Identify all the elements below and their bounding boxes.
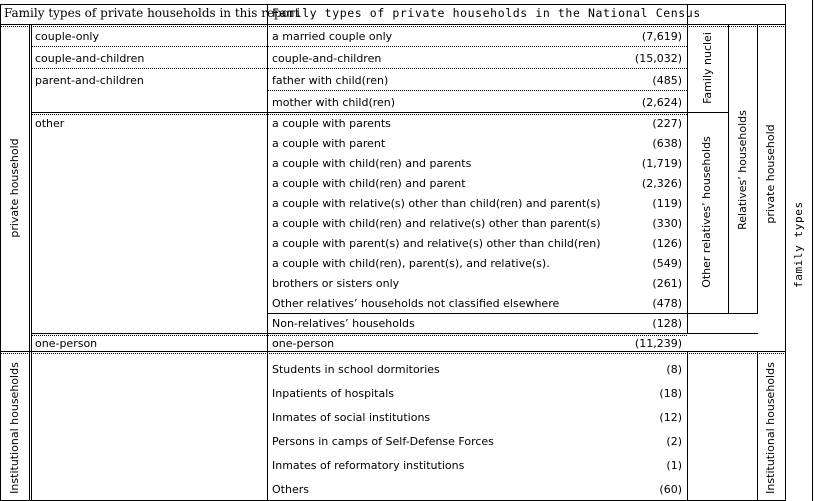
label-other-relatives: Other relatives’ households	[700, 136, 713, 288]
label-relatives: Relatives’ households	[736, 110, 749, 230]
census-label: Other relatives’ households not classified elsewhere	[272, 297, 560, 310]
rule-row-nonrel	[267, 313, 758, 314]
label-private-household-left: private household	[8, 138, 21, 238]
institutional-label: Others	[272, 483, 309, 496]
census-value: (2,624)	[641, 96, 682, 109]
census-value: (485)	[652, 74, 682, 87]
label-family-types: family types	[792, 201, 805, 288]
census-label: a couple with child(ren) and relative(s) other than parent(s)	[272, 217, 601, 230]
header-census-types: Family types of private households in the National Census	[272, 6, 701, 20]
rule-row-3	[267, 90, 687, 91]
rule-col-census-start	[267, 4, 268, 501]
report-type-couple-only: couple-only	[35, 30, 99, 43]
census-label: a couple with child(ren) and parent	[272, 177, 466, 190]
institutional-value: (8)	[666, 363, 682, 376]
census-value: (126)	[652, 237, 682, 250]
census-label: Non-relatives’ households	[272, 317, 415, 330]
census-value: (1,719)	[641, 157, 682, 170]
institutional-value: (12)	[659, 411, 682, 424]
census-value: (638)	[652, 137, 682, 150]
rule-header-dotted	[0, 26, 786, 27]
rule-row-1	[31, 46, 687, 47]
census-label: father with child(ren)	[272, 74, 389, 87]
label-institutional-left: Institutional households	[8, 362, 21, 494]
census-label: a couple with child(ren), parent(s), and relative(s).	[272, 257, 550, 270]
census-value: (261)	[652, 277, 682, 290]
census-label: a couple with parent(s) and relative(s) other than child(ren)	[272, 237, 601, 250]
census-value: (549)	[652, 257, 682, 270]
census-value: (478)	[652, 297, 682, 310]
census-label: couple-and-children	[272, 52, 382, 65]
rule-private-right	[785, 4, 786, 501]
label-institutional-right: Institutional households	[764, 362, 777, 494]
rule-row-oneperson-dotted	[31, 335, 687, 336]
institutional-label: Inmates of social institutions	[272, 411, 431, 424]
census-value: (128)	[652, 317, 682, 330]
rule-col-left-inner	[29, 24, 30, 501]
report-type-parent-and-children: parent-and-children	[35, 74, 144, 87]
institutional-label: Inpatients of hospitals	[272, 387, 394, 400]
census-label: a married couple only	[272, 30, 393, 43]
census-value: (330)	[652, 217, 682, 230]
census-value: (11,239)	[634, 337, 682, 350]
rule-private-bottom	[0, 351, 786, 352]
census-value: (227)	[652, 117, 682, 130]
report-type-couple-and-children: couple-and-children	[35, 52, 145, 65]
rule-institutional-right	[757, 352, 758, 501]
label-private-household-right: private household	[764, 124, 777, 224]
rule-col-census-end-lower	[687, 352, 688, 501]
institutional-value: (18)	[659, 387, 682, 400]
census-label: a couple with relative(s) other than child(ren) and parent(s)	[272, 197, 601, 210]
census-label: one-person	[272, 337, 335, 350]
border-left	[0, 4, 1, 501]
institutional-label: Persons in camps of Self-Defense Forces	[272, 435, 494, 448]
census-label: a couple with parent	[272, 137, 386, 150]
census-value: (7,619)	[641, 30, 682, 43]
census-value: (2,326)	[641, 177, 682, 190]
rule-family-nuclei-right	[728, 24, 729, 313]
census-label: a couple with child(ren) and parents	[272, 157, 472, 170]
rule-row-4	[31, 112, 728, 113]
institutional-value: (60)	[659, 483, 682, 496]
report-type-one-person: one-person	[35, 337, 98, 350]
rule-private-bottom-dotted	[0, 353, 786, 354]
report-type-other: other	[35, 117, 65, 130]
institutional-label: Students in school dormitories	[272, 363, 440, 376]
census-label: mother with child(ren)	[272, 96, 396, 109]
border-top	[0, 4, 786, 5]
census-value: (15,032)	[634, 52, 682, 65]
rule-header-bottom	[0, 24, 786, 25]
rule-col-left-inner-2	[31, 24, 32, 501]
rule-relatives-right	[757, 24, 758, 313]
label-family-nuclei: Family nuclei	[701, 32, 714, 104]
institutional-label: Inmates of reformatory institutions	[272, 459, 465, 472]
rule-row-4b	[31, 114, 687, 115]
header-report-types: Family types of private households in this report	[4, 6, 300, 20]
institutional-value: (2)	[666, 435, 682, 448]
census-label: brothers or sisters only	[272, 277, 400, 290]
institutional-value: (1)	[666, 459, 682, 472]
rule-family-types-right	[812, 0, 813, 501]
census-label: a couple with parents	[272, 117, 391, 130]
rule-col-census-end	[687, 4, 688, 333]
rule-row-2	[31, 68, 687, 69]
rule-row-oneperson	[31, 333, 758, 334]
census-value: (119)	[652, 197, 682, 210]
